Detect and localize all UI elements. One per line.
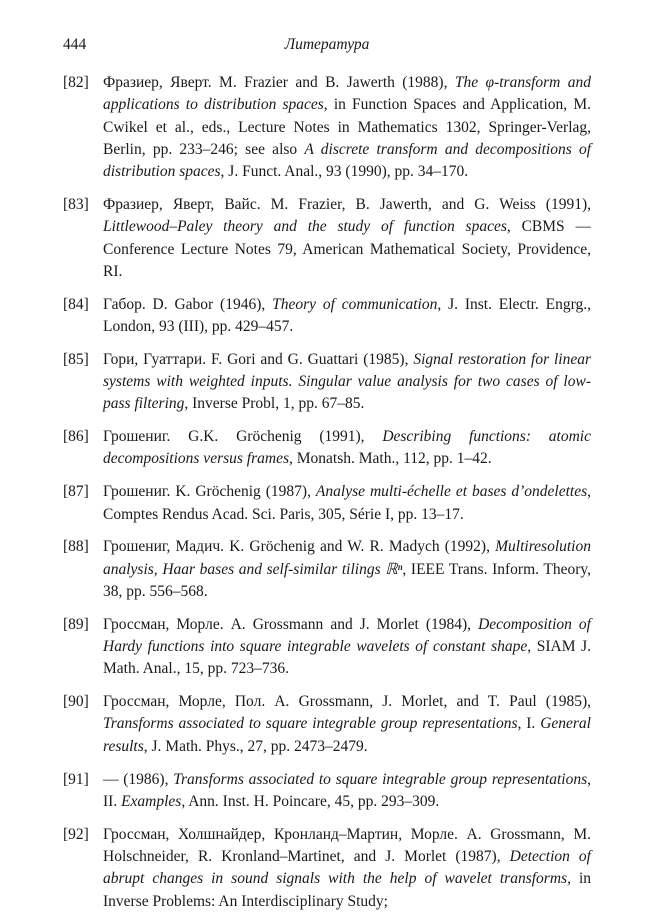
reference-text-segment: Гори, Гуаттари. F. Gori and G. Guattari (1985), — [103, 350, 414, 368]
reference-text — [103, 769, 591, 814]
reference-entry — [63, 481, 591, 526]
reference-text — [103, 691, 591, 758]
reference-title-italic: Signal restoration for linear systems with weighted inputs. Singular value analysis for two cases of low-pass filtering — [103, 350, 592, 413]
reference-number: [86] — [63, 428, 89, 446]
reference-title-italic: General results — [103, 715, 591, 755]
reference-text — [103, 194, 591, 283]
reference-text-segment: , Comptes Rendus Acad. Sci. Paris, 305, Série I, pp. 13–17. — [103, 483, 592, 523]
reference-text-segment: , II. — [103, 770, 591, 810]
reference-title-italic: Describing functions: atomic decompositions versus frames — [103, 428, 591, 468]
reference-text-segment: I. — [526, 715, 541, 733]
reference-number: [91] — [63, 770, 89, 788]
reference-title-italic: Transforms associated to square integrable group representations, — [103, 715, 527, 733]
reference-text — [103, 294, 591, 339]
book-page — [63, 36, 591, 923]
reference-text-segment: , in Function Spaces and Application, M. Cwikel et al., eds., Lecture Notes in Mathematics 1302, Springer-Verlag, Berlin, pp. 233–246; see also — [103, 96, 591, 158]
reference-title-italic: A discrete transform and decompositions of distribution spaces — [103, 140, 592, 181]
reference-number: [87] — [63, 483, 89, 501]
reference-number: [88] — [63, 538, 89, 556]
reference-text — [103, 481, 591, 526]
page-number: 444 — [63, 36, 87, 53]
reference-title-italic: Detection of abrupt changes in sound signals with the help of wavelet transforms — [103, 847, 591, 888]
page-header — [63, 36, 591, 58]
reference-text-segment: Грошениг, Мадич. K. Gröchenig and W. R. Madych (1992), — [103, 538, 496, 556]
reference-text-segment: , IEEE Trans. Inform. Theory, 38, pp. 556–568. — [103, 560, 591, 600]
reference-text-segment: , Monatsh. Math., 112, pp. 1–42. — [289, 450, 492, 468]
reference-text-segment: Гроссман, Морле, Пол. A. Grossmann, J. Morlet, and T. Paul (1985), — [103, 693, 591, 711]
reference-text — [103, 72, 591, 183]
reference-entry — [63, 769, 591, 814]
reference-title-italic: The φ-transform and applications to distribution spaces — [103, 74, 592, 114]
reference-title-italic: Analyse multi-échelle et bases d’ondelettes — [315, 483, 588, 501]
reference-text-segment: , J. Inst. Electr. Engrg., London, 93 (III), pp. 429–457. — [103, 295, 592, 335]
reference-list — [63, 72, 591, 913]
reference-entry — [63, 824, 591, 913]
reference-entry — [63, 614, 591, 681]
reference-text-segment: , Ann. Inst. H. Poincare, 45, pp. 293–309. — [181, 792, 440, 810]
reference-entry — [63, 72, 591, 183]
reference-entry — [63, 349, 591, 416]
reference-number: [90] — [63, 693, 89, 711]
reference-number: [85] — [63, 350, 89, 368]
reference-text — [103, 426, 591, 471]
reference-text — [103, 349, 591, 416]
reference-title-italic: Theory of communication — [272, 295, 438, 313]
reference-text — [103, 824, 591, 913]
reference-text-segment: , SIAM J. Math. Anal., 15, pp. 723–736. — [103, 638, 591, 678]
reference-text-segment: Грошениг. G.K. Gröchenig (1991), — [103, 428, 383, 446]
reference-text-segment: , J. Math. Phys., 27, pp. 2473–2479. — [143, 737, 368, 755]
reference-text-segment: Фразиер, Яверт, Вайс. M. Frazier, B. Jawerth, and G. Weiss (1991), — [103, 195, 591, 213]
reference-entry — [63, 426, 591, 471]
reference-number: [83] — [63, 195, 89, 213]
reference-text — [103, 536, 591, 603]
reference-entry — [63, 294, 591, 339]
reference-title-italic: Littlewood–Paley theory and the study of function spaces — [103, 218, 507, 236]
running-title: Литература — [284, 36, 370, 53]
reference-entry — [63, 691, 591, 758]
reference-title-italic: Decomposition of Hardy functions into square integrable wavelets of constant shape — [103, 615, 591, 656]
reference-text-segment: Гроссман, Морле. A. Grossmann and J. Morlet (1984), — [103, 615, 479, 633]
reference-text-segment: , in Inverse Problems: An Interdisciplinary Study; — [103, 870, 591, 910]
reference-number: [92] — [63, 825, 89, 843]
reference-title-italic: Multiresolution analysis, Haar bases and self-similar tilings ℝⁿ — [103, 538, 591, 578]
reference-number: [89] — [63, 615, 89, 633]
reference-number: [82] — [63, 74, 89, 91]
reference-text-segment: — (1986), — [103, 770, 174, 788]
reference-entry — [63, 194, 591, 283]
reference-text-segment: Грошениг. K. Gröchenig (1987), — [103, 483, 316, 501]
reference-number: [84] — [63, 295, 89, 313]
reference-title-italic: Examples — [121, 792, 182, 810]
reference-text-segment: Фразиер, Яверт. M. Frazier and B. Jawerth (1988), — [103, 74, 455, 91]
reference-title-italic: Transforms associated to square integrable group representations — [173, 770, 588, 788]
reference-text — [103, 614, 591, 681]
reference-text-segment: , J. Funct. Anal., 93 (1990), pp. 34–170. — [220, 163, 469, 181]
reference-text-segment: Гроссман, Холшнайдер, Кронланд–Мартин, Морле. A. Grossmann, M. Holschneider, R. Kronland–Martinet, and J. Morlet (1987), — [103, 825, 591, 865]
reference-text-segment: , CBMS — Conference Lecture Notes 79, American Mathematical Society, Providence, RI. — [103, 218, 591, 280]
reference-text-segment: Габор. D. Gabor (1946), — [103, 295, 273, 313]
reference-text-segment: , Inverse Probl, 1, pp. 67–85. — [184, 395, 365, 413]
reference-entry — [63, 536, 591, 603]
